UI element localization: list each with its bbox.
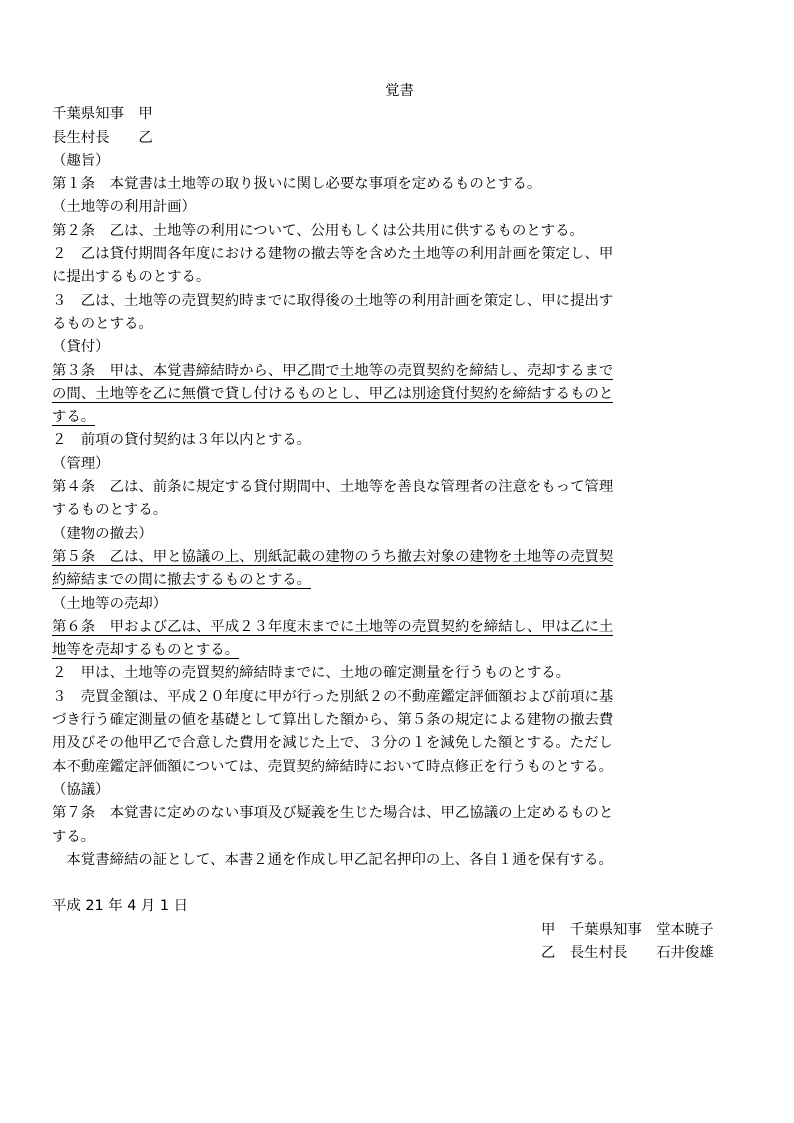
body-text: 本覚書締結の証として、本書２通を作成し甲乙記名押印の上、各自１通を保有する。 <box>52 851 613 868</box>
body-line <box>52 290 747 313</box>
body-line <box>52 150 747 173</box>
body-text: に提出するものとする。 <box>52 269 211 286</box>
signature-line: 乙 長生村長 石井俊雄 <box>541 944 714 961</box>
body-line <box>52 569 747 592</box>
body-line <box>52 196 747 219</box>
body-text: するものとする。 <box>52 502 168 519</box>
body-line <box>52 732 747 755</box>
document-title: 覚書 <box>385 83 414 99</box>
body-text: 本不動産鑑定評価額については、売買契約締結時において時点修正を行うものとする。 <box>52 758 613 775</box>
body-line <box>52 546 747 569</box>
body-text: （建物の撤去） <box>52 525 153 542</box>
body-line <box>52 360 747 383</box>
body-text: るものとする。 <box>52 315 153 332</box>
body-text: （土地等の売却） <box>52 595 168 612</box>
body-text: 用及びその他甲乙で合意した費用を減じた上で、３分の１を減免した額とする。ただし <box>52 735 613 752</box>
body-text: （趣旨） <box>52 152 110 169</box>
body-text: 第４条 乙は、前条に規定する貸付期間中、土地等を善良な管理者の注意をもって管理 <box>52 479 614 496</box>
body-text: ２ 甲は、土地等の売買契約締結時までに、土地の確定測量を行うものとする。 <box>52 665 571 682</box>
body-text: ３ 売買金額は、平成２０年度に甲が行った別紙２の不動産鑑定評価額および前項に基 <box>52 688 614 705</box>
body-line <box>52 453 747 476</box>
body-text: （管理） <box>52 455 110 472</box>
body-line <box>52 499 747 522</box>
body-text: 第７条 本覚書に定めのない事項及び疑義を生じた場合は、甲乙協議の上定めるものと <box>52 805 614 822</box>
body-line <box>52 802 747 825</box>
body-line <box>52 826 747 849</box>
body-line <box>52 779 747 802</box>
document-date: 平成 21 年 4 月 1 日 <box>52 898 189 915</box>
underlined-text: 第６条 甲および乙は、平成２３年度末までに土地等の売買契約を締結し、甲は乙に土 <box>52 618 614 635</box>
body-text: （土地等の利用計画） <box>52 199 196 216</box>
body-line <box>52 476 747 499</box>
memorandum-document <box>52 80 747 965</box>
body-text: （協議） <box>52 781 110 798</box>
body-line <box>52 173 747 196</box>
body-text: づき行う確定測量の値を基礎として算出した額から、第５条の規定による建物の撤去費 <box>52 712 614 729</box>
body-line <box>52 336 747 359</box>
body-line <box>52 662 747 685</box>
body-text: する。 <box>52 828 96 845</box>
body-text: ３ 乙は、土地等の売買契約時までに取得後の土地等の利用計画を策定し、甲に提出す <box>52 292 614 309</box>
body-line <box>52 243 747 266</box>
underlined-text: の間、土地等を乙に無償で貸し付けるものとし、甲乙は別途貸付契約を締結するものと <box>52 385 614 402</box>
spacer <box>52 872 747 895</box>
body-line <box>52 523 747 546</box>
body-line <box>52 709 747 732</box>
body-line <box>52 266 747 289</box>
party-line: 長生村長 乙 <box>52 129 153 146</box>
document-body <box>52 150 747 872</box>
body-line <box>52 686 747 709</box>
body-line <box>52 616 747 639</box>
body-line <box>52 220 747 243</box>
underlined-text: 約締結までの間に撤去するものとする。 <box>52 572 312 589</box>
body-text: ２ 前項の貸付契約は３年以内とする。 <box>52 432 312 449</box>
underlined-text: する。 <box>52 409 96 426</box>
underlined-text: 地等を売却するものとする。 <box>52 642 240 659</box>
body-line <box>52 849 747 872</box>
body-text: （貸付） <box>52 339 110 356</box>
body-text: 第１条 本覚書は土地等の取り扱いに関し必要な事項を定めるものとする。 <box>52 176 542 193</box>
signature-line: 甲 千葉県知事 堂本暁子 <box>541 921 714 938</box>
body-line <box>52 639 747 662</box>
underlined-text: 第３条 甲は、本覚書締結時から、甲乙間で土地等の売買契約を締結し、売却するまで <box>52 362 614 379</box>
body-line <box>52 313 747 336</box>
body-line <box>52 756 747 779</box>
party-line: 千葉県知事 甲 <box>52 106 153 123</box>
underlined-text: 第５条 乙は、甲と協議の上、別紙記載の建物のうち撤去対象の建物を土地等の売買契 <box>52 548 614 565</box>
signature-block <box>52 942 747 965</box>
signature-block <box>52 919 747 942</box>
body-text: 第２条 乙は、土地等の利用について、公用もしくは公共用に供するものとする。 <box>52 222 584 239</box>
body-line <box>52 593 747 616</box>
body-line <box>52 429 747 452</box>
body-text: ２ 乙は貸付期間各年度における建物の撤去等を含めた土地等の利用計画を策定し、甲 <box>52 246 614 263</box>
body-line <box>52 383 747 406</box>
body-line <box>52 406 747 429</box>
